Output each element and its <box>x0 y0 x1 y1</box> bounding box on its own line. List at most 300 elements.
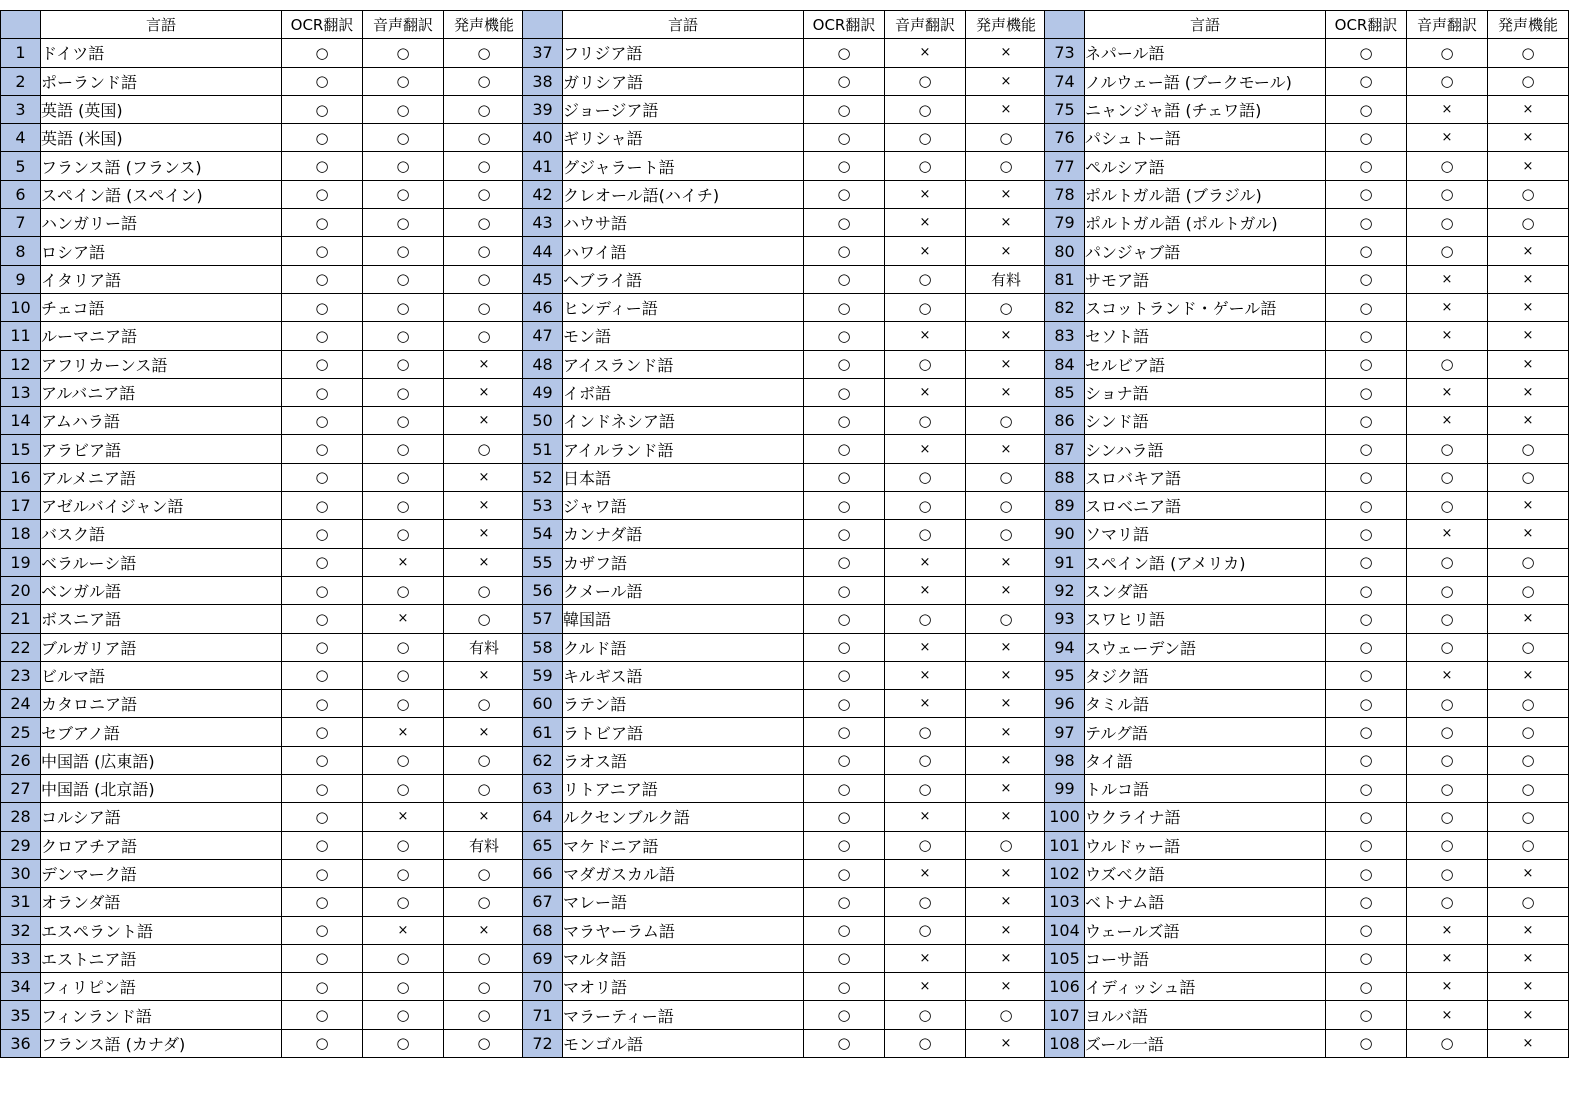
ocr-support: ○ <box>282 661 363 689</box>
voice-support: ○ <box>1407 775 1488 803</box>
language-name: マルタ語 <box>563 944 804 972</box>
language-name: セソト語 <box>1085 322 1326 350</box>
ocr-support: ○ <box>282 293 363 321</box>
row-number: 28 <box>1 803 41 831</box>
ocr-support: ○ <box>1326 407 1407 435</box>
table-row <box>1045 463 1569 491</box>
ocr-support: ○ <box>282 548 363 576</box>
row-number: 101 <box>1045 831 1085 859</box>
ocr-support: ○ <box>1326 124 1407 152</box>
table-row <box>1045 350 1569 378</box>
language-name: スロバキア語 <box>1085 463 1326 491</box>
pronounce-support: ○ <box>444 973 525 1001</box>
row-number: 20 <box>1 576 41 604</box>
row-number: 17 <box>1 492 41 520</box>
language-name: パシュトー語 <box>1085 124 1326 152</box>
table-row <box>1045 435 1569 463</box>
language-name: アフリカーンス語 <box>41 350 282 378</box>
voice-support: ○ <box>885 605 966 633</box>
language-name: ビルマ語 <box>41 661 282 689</box>
pronounce-support: ○ <box>444 124 525 152</box>
pronounce-support: ○ <box>444 67 525 95</box>
ocr-support: ○ <box>1326 916 1407 944</box>
ocr-support: ○ <box>804 944 885 972</box>
table-row <box>1 237 525 265</box>
ocr-support: ○ <box>282 803 363 831</box>
row-number: 19 <box>1 548 41 576</box>
pronounce-support: × <box>966 888 1047 916</box>
ocr-support: ○ <box>1326 209 1407 237</box>
header-pronounce: 発声機能 <box>966 11 1047 39</box>
ocr-support: ○ <box>804 548 885 576</box>
table-row <box>1 859 525 887</box>
row-number: 35 <box>1 1001 41 1029</box>
voice-support: ○ <box>885 1001 966 1029</box>
voice-support: ○ <box>1407 152 1488 180</box>
voice-support: ○ <box>885 407 966 435</box>
language-name: ベトナム語 <box>1085 888 1326 916</box>
pronounce-support: × <box>966 67 1047 95</box>
row-number: 53 <box>523 492 563 520</box>
table-row <box>1 209 525 237</box>
language-name: ジョージア語 <box>563 95 804 123</box>
pronounce-support: × <box>1488 661 1569 689</box>
table-row <box>1045 1001 1569 1029</box>
voice-support: ○ <box>885 520 966 548</box>
ocr-support: ○ <box>282 973 363 1001</box>
header-row <box>1045 11 1569 39</box>
table-row <box>1 378 525 406</box>
table-row <box>1045 831 1569 859</box>
row-number: 91 <box>1045 548 1085 576</box>
ocr-support: ○ <box>1326 690 1407 718</box>
voice-support: ○ <box>885 67 966 95</box>
row-number: 38 <box>523 67 563 95</box>
table-row <box>523 1001 1047 1029</box>
language-name: 日本語 <box>563 463 804 491</box>
pronounce-support: × <box>1488 492 1569 520</box>
pronounce-support: × <box>966 209 1047 237</box>
table-row <box>523 746 1047 774</box>
row-number: 22 <box>1 633 41 661</box>
ocr-support: ○ <box>282 1029 363 1057</box>
ocr-support: ○ <box>282 775 363 803</box>
language-name: シンド語 <box>1085 407 1326 435</box>
pronounce-support: × <box>966 718 1047 746</box>
ocr-support: ○ <box>282 95 363 123</box>
table-row <box>1045 39 1569 67</box>
language-name: カンナダ語 <box>563 520 804 548</box>
voice-support: ○ <box>363 39 444 67</box>
table-row <box>1 916 525 944</box>
language-name: 韓国語 <box>563 605 804 633</box>
pronounce-support: ○ <box>966 152 1047 180</box>
pronounce-support: ○ <box>444 1029 525 1057</box>
ocr-support: ○ <box>804 95 885 123</box>
language-name: ポーランド語 <box>41 67 282 95</box>
table-row <box>1 661 525 689</box>
table-row <box>1045 407 1569 435</box>
language-name: ウズベク語 <box>1085 859 1326 887</box>
row-number: 92 <box>1045 576 1085 604</box>
table-row <box>1 973 525 1001</box>
pronounce-support: × <box>1488 265 1569 293</box>
row-number: 98 <box>1045 746 1085 774</box>
pronounce-support: × <box>444 492 525 520</box>
ocr-support: ○ <box>804 378 885 406</box>
table-row <box>1045 973 1569 1001</box>
language-name: フィンランド語 <box>41 1001 282 1029</box>
table-row <box>523 831 1047 859</box>
table-row <box>1 775 525 803</box>
voice-support: ○ <box>363 67 444 95</box>
ocr-support: ○ <box>282 180 363 208</box>
language-name: ネパール語 <box>1085 39 1326 67</box>
voice-support: × <box>1407 124 1488 152</box>
ocr-support: ○ <box>282 718 363 746</box>
voice-support: ○ <box>885 492 966 520</box>
row-number: 86 <box>1045 407 1085 435</box>
ocr-support: ○ <box>282 237 363 265</box>
ocr-support: ○ <box>1326 576 1407 604</box>
row-number: 7 <box>1 209 41 237</box>
ocr-support: ○ <box>1326 605 1407 633</box>
voice-support: ○ <box>363 265 444 293</box>
row-number: 69 <box>523 944 563 972</box>
row-number: 75 <box>1045 95 1085 123</box>
voice-support: ○ <box>363 888 444 916</box>
voice-support: ○ <box>1407 67 1488 95</box>
row-number: 102 <box>1045 859 1085 887</box>
voice-support: ○ <box>1407 859 1488 887</box>
ocr-support: ○ <box>282 831 363 859</box>
row-number: 83 <box>1045 322 1085 350</box>
voice-support: ○ <box>363 775 444 803</box>
pronounce-support: × <box>966 661 1047 689</box>
ocr-support: ○ <box>804 180 885 208</box>
voice-support: ○ <box>363 1001 444 1029</box>
table-row <box>1 265 525 293</box>
row-number: 94 <box>1045 633 1085 661</box>
language-name: マオリ語 <box>563 973 804 1001</box>
pronounce-support: × <box>1488 152 1569 180</box>
table-row <box>1 463 525 491</box>
language-name: モン語 <box>563 322 804 350</box>
row-number: 79 <box>1045 209 1085 237</box>
header-language: 言語 <box>1085 11 1326 39</box>
language-name: スペイン語 (アメリカ) <box>1085 548 1326 576</box>
pronounce-support: ○ <box>966 463 1047 491</box>
pronounce-support: × <box>1488 378 1569 406</box>
language-name: ノルウェー語 (ブークモール) <box>1085 67 1326 95</box>
voice-support: ○ <box>363 124 444 152</box>
ocr-support: ○ <box>804 605 885 633</box>
voice-support: × <box>1407 95 1488 123</box>
header-row <box>1 11 525 39</box>
voice-support: ○ <box>363 180 444 208</box>
language-name: マレー語 <box>563 888 804 916</box>
voice-support: ○ <box>1407 492 1488 520</box>
ocr-support: ○ <box>804 973 885 1001</box>
row-number: 44 <box>523 237 563 265</box>
row-number: 23 <box>1 661 41 689</box>
language-name: アゼルバイジャン語 <box>41 492 282 520</box>
table-row <box>523 548 1047 576</box>
table-row <box>1 39 525 67</box>
row-number: 87 <box>1045 435 1085 463</box>
row-number: 90 <box>1045 520 1085 548</box>
table-row <box>1045 95 1569 123</box>
voice-support: ○ <box>1407 237 1488 265</box>
ocr-support: ○ <box>282 152 363 180</box>
table-row <box>1045 775 1569 803</box>
language-name: マケドニア語 <box>563 831 804 859</box>
voice-support: ○ <box>1407 831 1488 859</box>
ocr-support: ○ <box>282 67 363 95</box>
pronounce-support: 有料 <box>444 633 525 661</box>
row-number: 85 <box>1045 378 1085 406</box>
voice-support: ○ <box>885 95 966 123</box>
voice-support: ○ <box>1407 746 1488 774</box>
voice-support: ○ <box>885 1029 966 1057</box>
pronounce-support: ○ <box>444 576 525 604</box>
language-name: バスク語 <box>41 520 282 548</box>
table-row <box>1 576 525 604</box>
language-name: ショナ語 <box>1085 378 1326 406</box>
row-number: 73 <box>1045 39 1085 67</box>
voice-support: ○ <box>885 152 966 180</box>
voice-support: ○ <box>1407 548 1488 576</box>
voice-support: ○ <box>1407 803 1488 831</box>
row-number: 108 <box>1045 1029 1085 1057</box>
pronounce-support: ○ <box>444 859 525 887</box>
pronounce-support: ○ <box>444 265 525 293</box>
voice-support: × <box>1407 407 1488 435</box>
pronounce-support: ○ <box>1488 746 1569 774</box>
table-row <box>1045 209 1569 237</box>
ocr-support: ○ <box>804 209 885 237</box>
pronounce-support: × <box>966 350 1047 378</box>
language-name: 英語 (英国) <box>41 95 282 123</box>
header-voice: 音声翻訳 <box>1407 11 1488 39</box>
voice-support: × <box>363 548 444 576</box>
pronounce-support: × <box>444 548 525 576</box>
table-row <box>1 718 525 746</box>
voice-support: ○ <box>885 265 966 293</box>
pronounce-support: × <box>1488 605 1569 633</box>
table-row <box>1045 633 1569 661</box>
voice-support: × <box>885 576 966 604</box>
voice-support: × <box>363 718 444 746</box>
table-row <box>1045 293 1569 321</box>
ocr-support: ○ <box>804 916 885 944</box>
row-number: 96 <box>1045 690 1085 718</box>
language-name: ポルトガル語 (ブラジル) <box>1085 180 1326 208</box>
voice-support: ○ <box>885 831 966 859</box>
pronounce-support: ○ <box>1488 633 1569 661</box>
ocr-support: ○ <box>282 378 363 406</box>
ocr-support: ○ <box>804 1001 885 1029</box>
pronounce-support: × <box>966 690 1047 718</box>
voice-support: ○ <box>363 831 444 859</box>
row-number: 56 <box>523 576 563 604</box>
language-name: ヘブライ語 <box>563 265 804 293</box>
pronounce-support: ○ <box>444 95 525 123</box>
table-row <box>1 124 525 152</box>
language-name: イディッシュ語 <box>1085 973 1326 1001</box>
pronounce-support: ○ <box>444 746 525 774</box>
pronounce-support: ○ <box>1488 209 1569 237</box>
table-row <box>523 973 1047 1001</box>
ocr-support: ○ <box>804 39 885 67</box>
ocr-support: ○ <box>1326 859 1407 887</box>
voice-support: ○ <box>885 293 966 321</box>
pronounce-support: × <box>444 463 525 491</box>
row-number: 34 <box>1 973 41 1001</box>
pronounce-support: × <box>966 916 1047 944</box>
voice-support: ○ <box>1407 180 1488 208</box>
language-name: セルビア語 <box>1085 350 1326 378</box>
table-row <box>1 888 525 916</box>
pronounce-support: ○ <box>1488 180 1569 208</box>
table-row <box>1045 916 1569 944</box>
pronounce-support: ○ <box>444 775 525 803</box>
pronounce-support: × <box>1488 520 1569 548</box>
language-name: サモア語 <box>1085 265 1326 293</box>
row-number: 80 <box>1045 237 1085 265</box>
voice-support: × <box>885 180 966 208</box>
ocr-support: ○ <box>1326 463 1407 491</box>
row-number: 72 <box>523 1029 563 1057</box>
row-number: 77 <box>1045 152 1085 180</box>
table-row <box>523 124 1047 152</box>
voice-support: ○ <box>885 775 966 803</box>
voice-support: × <box>1407 916 1488 944</box>
ocr-support: ○ <box>804 633 885 661</box>
voice-support: × <box>1407 944 1488 972</box>
row-number: 32 <box>1 916 41 944</box>
pronounce-support: × <box>444 916 525 944</box>
pronounce-support: × <box>444 350 525 378</box>
voice-support: × <box>1407 322 1488 350</box>
row-number: 16 <box>1 463 41 491</box>
ocr-support: ○ <box>1326 180 1407 208</box>
pronounce-support: × <box>1488 322 1569 350</box>
language-name: ボスニア語 <box>41 605 282 633</box>
pronounce-support: × <box>444 661 525 689</box>
row-number: 47 <box>523 322 563 350</box>
table-row <box>1 322 525 350</box>
ocr-support: ○ <box>804 322 885 350</box>
ocr-support: ○ <box>1326 944 1407 972</box>
row-number: 99 <box>1045 775 1085 803</box>
table-row <box>523 605 1047 633</box>
language-name: デンマーク語 <box>41 859 282 887</box>
voice-support: × <box>885 944 966 972</box>
voice-support: × <box>1407 265 1488 293</box>
row-number: 1 <box>1 39 41 67</box>
row-number: 39 <box>523 95 563 123</box>
ocr-support: ○ <box>282 265 363 293</box>
row-number: 66 <box>523 859 563 887</box>
language-name: パンジャブ語 <box>1085 237 1326 265</box>
table-row <box>1 520 525 548</box>
row-number: 31 <box>1 888 41 916</box>
language-name: アムハラ語 <box>41 407 282 435</box>
pronounce-support: ○ <box>1488 435 1569 463</box>
language-name: エスペラント語 <box>41 916 282 944</box>
pronounce-support: × <box>1488 944 1569 972</box>
table-row <box>1 67 525 95</box>
row-number: 24 <box>1 690 41 718</box>
voice-support: ○ <box>363 322 444 350</box>
corner-cell <box>1 11 41 39</box>
pronounce-support: ○ <box>444 237 525 265</box>
header-language: 言語 <box>563 11 804 39</box>
table-row <box>523 67 1047 95</box>
voice-support: ○ <box>1407 576 1488 604</box>
table-row <box>1 152 525 180</box>
language-name: クレオール語(ハイチ) <box>563 180 804 208</box>
pronounce-support: × <box>1488 350 1569 378</box>
table-row <box>523 944 1047 972</box>
pronounce-support: ○ <box>966 831 1047 859</box>
table-row <box>1045 378 1569 406</box>
voice-support: ○ <box>363 237 444 265</box>
ocr-support: ○ <box>804 124 885 152</box>
ocr-support: ○ <box>1326 322 1407 350</box>
voice-support: ○ <box>363 661 444 689</box>
row-number: 89 <box>1045 492 1085 520</box>
language-name: ルーマニア語 <box>41 322 282 350</box>
row-number: 52 <box>523 463 563 491</box>
language-name: オランダ語 <box>41 888 282 916</box>
ocr-support: ○ <box>804 888 885 916</box>
voice-support: ○ <box>885 916 966 944</box>
header-pronounce: 発声機能 <box>444 11 525 39</box>
pronounce-support: ○ <box>444 322 525 350</box>
language-name: クロアチア語 <box>41 831 282 859</box>
row-number: 12 <box>1 350 41 378</box>
pronounce-support: ○ <box>1488 67 1569 95</box>
row-number: 62 <box>523 746 563 774</box>
voice-support: ○ <box>363 350 444 378</box>
row-number: 15 <box>1 435 41 463</box>
header-pronounce: 発声機能 <box>1488 11 1569 39</box>
pronounce-support: × <box>966 548 1047 576</box>
voice-support: × <box>885 803 966 831</box>
voice-support: ○ <box>363 152 444 180</box>
row-number: 57 <box>523 605 563 633</box>
language-name: マラヤーラム語 <box>563 916 804 944</box>
voice-support: × <box>363 605 444 633</box>
ocr-support: ○ <box>804 1029 885 1057</box>
row-number: 42 <box>523 180 563 208</box>
table-row <box>1 605 525 633</box>
language-name: モンゴル語 <box>563 1029 804 1057</box>
language-name: ポルトガル語 (ポルトガル) <box>1085 209 1326 237</box>
ocr-support: ○ <box>1326 973 1407 1001</box>
ocr-support: ○ <box>1326 152 1407 180</box>
language-name: ラオス語 <box>563 746 804 774</box>
table-row <box>1 746 525 774</box>
table-row <box>1 435 525 463</box>
table-row <box>1045 859 1569 887</box>
voice-support: × <box>363 803 444 831</box>
row-number: 54 <box>523 520 563 548</box>
table-row <box>523 775 1047 803</box>
language-name: イボ語 <box>563 378 804 406</box>
